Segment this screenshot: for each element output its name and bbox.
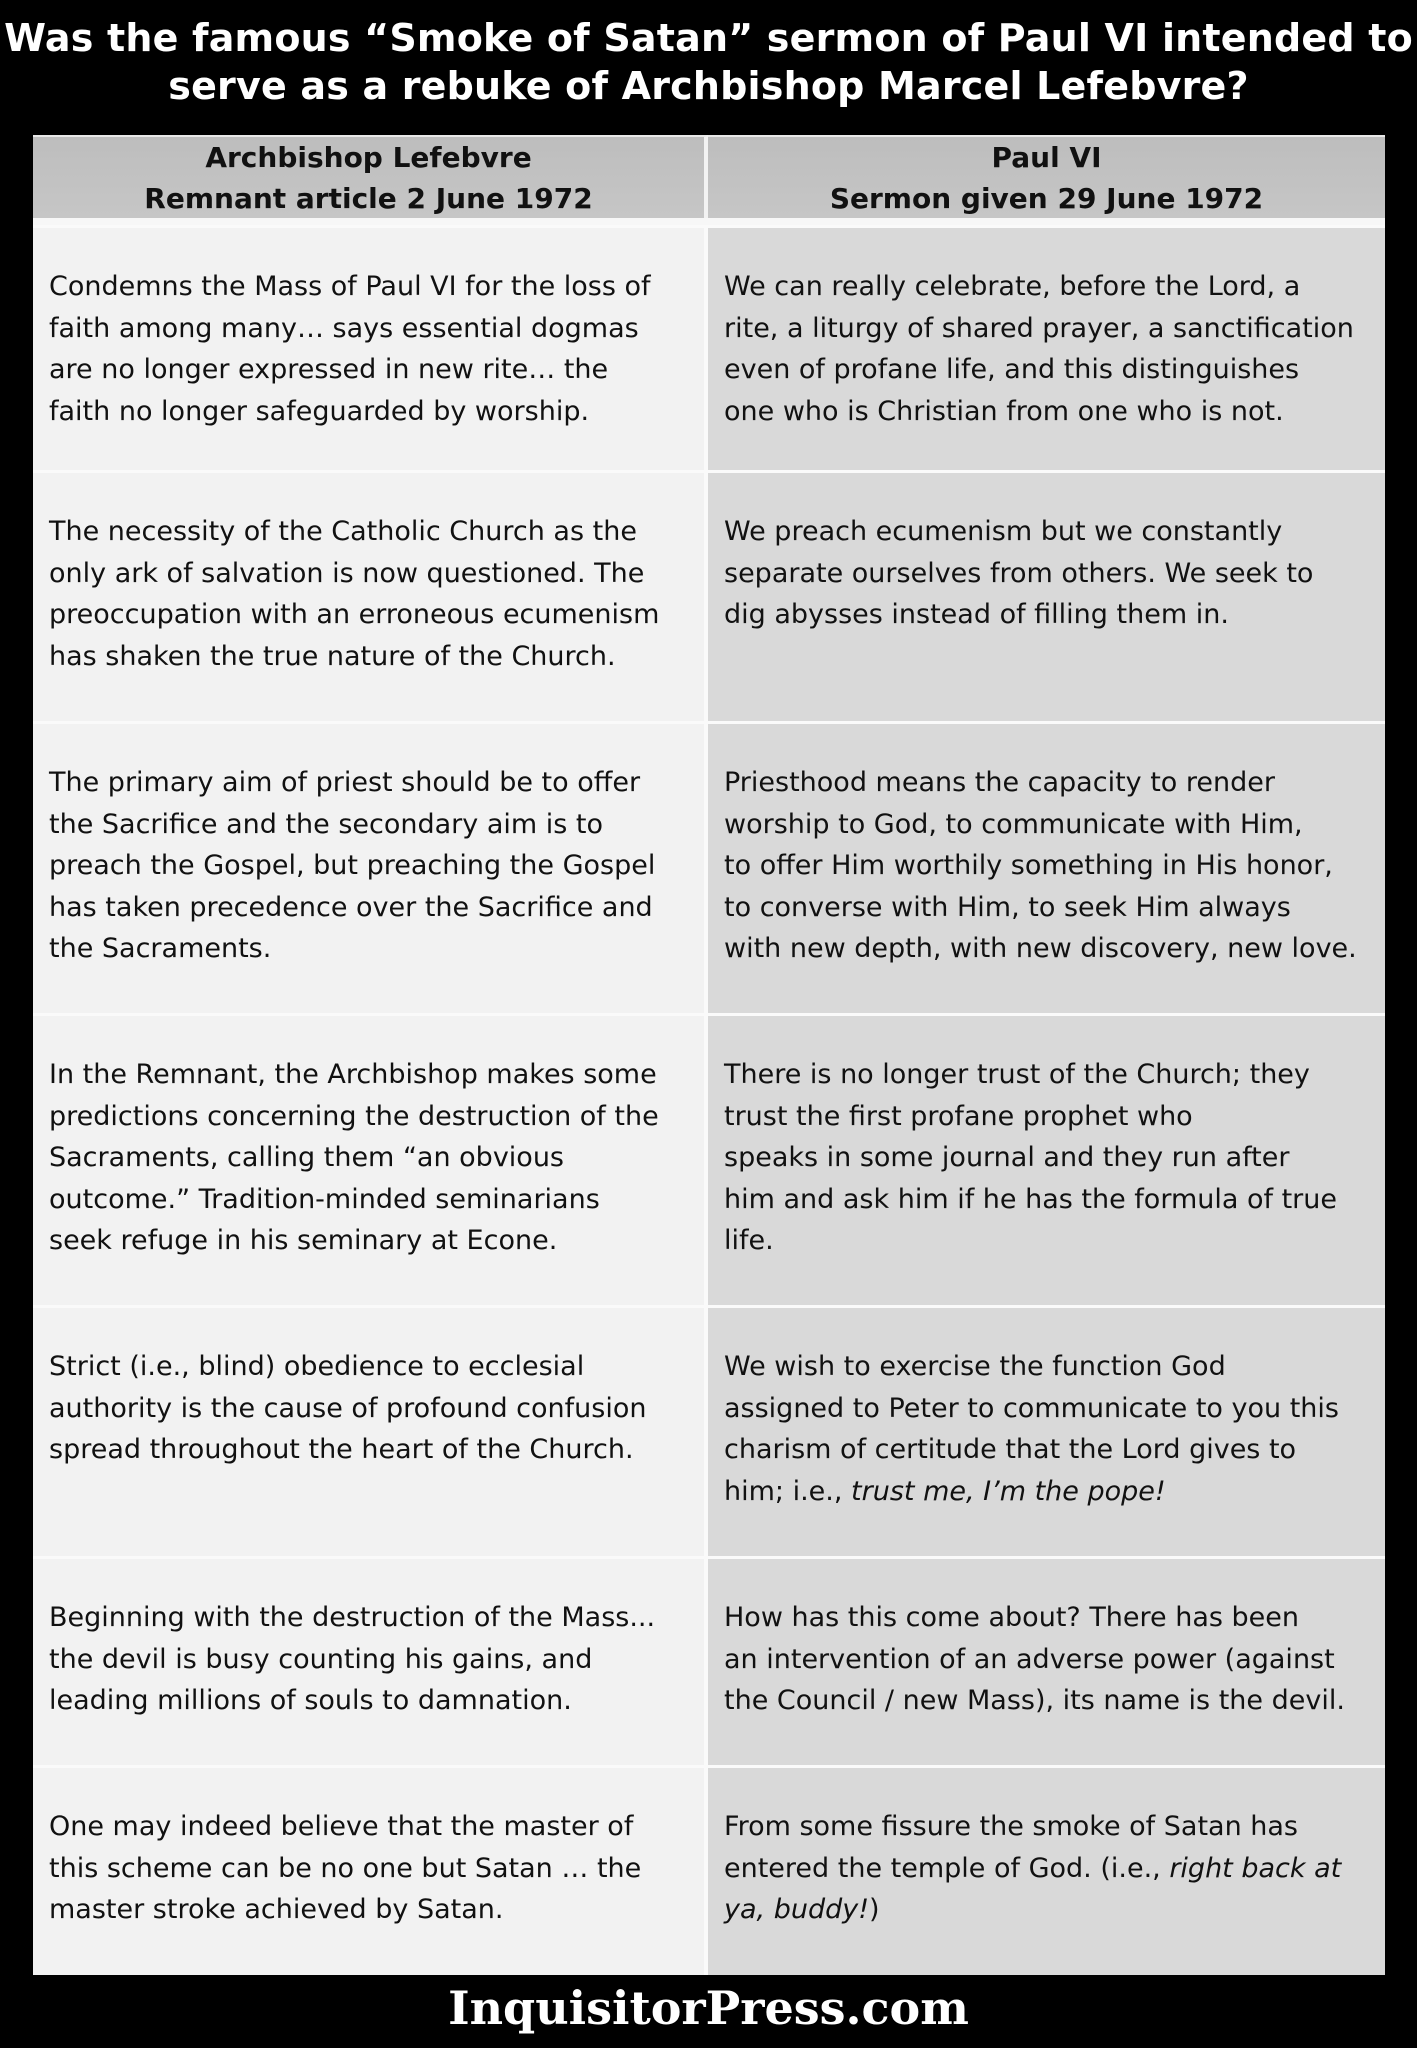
- cell-text: [724, 1768, 1371, 1931]
- table-cell-paul-vi: [708, 1305, 1385, 1556]
- cell-text-italic: right back at ya, buddy!: [724, 1852, 1342, 1925]
- table-cell-lefebvre: [33, 470, 708, 721]
- title-line-1: Was the famous “Smoke of Satan” sermon of Paul VI intended to: [4, 16, 1413, 60]
- column-header-lefebvre: [33, 135, 708, 218]
- table-cell-lefebvre: [33, 1765, 708, 1975]
- table-cell-lefebvre: [33, 225, 708, 470]
- page-title: [0, 14, 1417, 110]
- cell-text-italic: trust me, I’m the pope!: [851, 1475, 1166, 1507]
- table-cell-paul-vi: [708, 1765, 1385, 1975]
- cell-text-plain: From some fissure the smoke of Satan has entered the temple of God. (i.e.,: [724, 1811, 1299, 1884]
- cell-text: We can really celebrate, before the Lord, a rite, a liturgy of shared prayer, a sanctification even of profane life, and this distinguishes one who is Christian from one who is not.: [724, 271, 1354, 427]
- table-cell-lefebvre: [33, 1013, 708, 1305]
- cell-text: The primary aim of priest should be to offer the Sacrifice and the secondary aim is to preach the Gospel, but preaching the Gospel has taken precedence over the Sacrifice and the Sacraments.: [49, 767, 656, 964]
- title-line-2: serve as a rebuke of Archbishop Marcel Lefebvre?: [168, 64, 1249, 108]
- header-divider: [708, 218, 1385, 225]
- column-header-left-name: Archbishop Lefebvre: [205, 140, 532, 174]
- header-divider: [33, 218, 708, 225]
- cell-text: Strict (i.e., blind) obedience to ecclesial authority is the cause of profound confusion spread throughout the heart of the Church.: [49, 1351, 647, 1465]
- table-cell-lefebvre: [33, 1556, 708, 1765]
- cell-text: We preach ecumenism but we constantly separate ourselves from others. We seek to dig abysses instead of filling them in.: [724, 516, 1314, 630]
- comparison-table: [33, 135, 1385, 1975]
- cell-text: There is no longer trust of the Church; they trust the first profane prophet who speaks in some journal and they run after him and ask him if he has the formula of true life.: [724, 1059, 1338, 1256]
- table-cell-paul-vi: [708, 721, 1385, 1013]
- column-header-left-source: Remnant article 2 June 1972: [144, 181, 593, 215]
- footer-site-name: InquisitorPress.com: [448, 1981, 969, 2035]
- cell-text: One may indeed believe that the master of this scheme can be no one but Satan … the master stroke achieved by Satan.: [49, 1811, 642, 1925]
- column-header-paul-vi: [708, 135, 1385, 218]
- cell-text-plain: ): [869, 1894, 880, 1925]
- table-cell-paul-vi: [708, 470, 1385, 721]
- table-cell-lefebvre: [33, 721, 708, 1013]
- cell-text: Beginning with the destruction of the Mass... the devil is busy counting his gains, and leading millions of souls to damnation.: [49, 1602, 656, 1716]
- column-header-right-name: Paul VI: [991, 140, 1102, 174]
- table-cell-paul-vi: [708, 1013, 1385, 1305]
- table-cell-paul-vi: [708, 1556, 1385, 1765]
- column-header-right-source: Sermon given 29 June 1972: [829, 181, 1264, 215]
- cell-text: Priesthood means the capacity to render worship to God, to communicate with Him, to offer Him worthily something in His honor, to converse with Him, to seek Him always with new depth, with new discovery, new love.: [724, 767, 1357, 964]
- cell-text: In the Remnant, the Archbishop makes some predictions concerning the destruction of the Sacraments, calling them “an obvious outcome.” Tradition-minded seminarians seek refuge in his seminary at Econe.: [49, 1059, 659, 1256]
- cell-text: Condemns the Mass of Paul VI for the loss of faith among many… says essential dogmas are no longer expressed in new rite… the faith no longer safeguarded by worship.: [49, 271, 651, 427]
- table-cell-paul-vi: [708, 225, 1385, 470]
- table-cell-lefebvre: [33, 1305, 708, 1556]
- cell-text: [724, 1308, 1371, 1512]
- cell-text-plain: We wish to exercise the function God assigned to Peter to communicate to you this charism of certitude that the Lord gives to him; i.e.,: [724, 1351, 1339, 1507]
- cell-text: The necessity of the Catholic Church as the only ark of salvation is now questioned. The preoccupation with an erroneous ecumenism has shaken the true nature of the Church.: [49, 516, 660, 672]
- cell-text: How has this come about? There has been an intervention of an adverse power (against the Council / new Mass), its name is the devil.: [724, 1602, 1345, 1716]
